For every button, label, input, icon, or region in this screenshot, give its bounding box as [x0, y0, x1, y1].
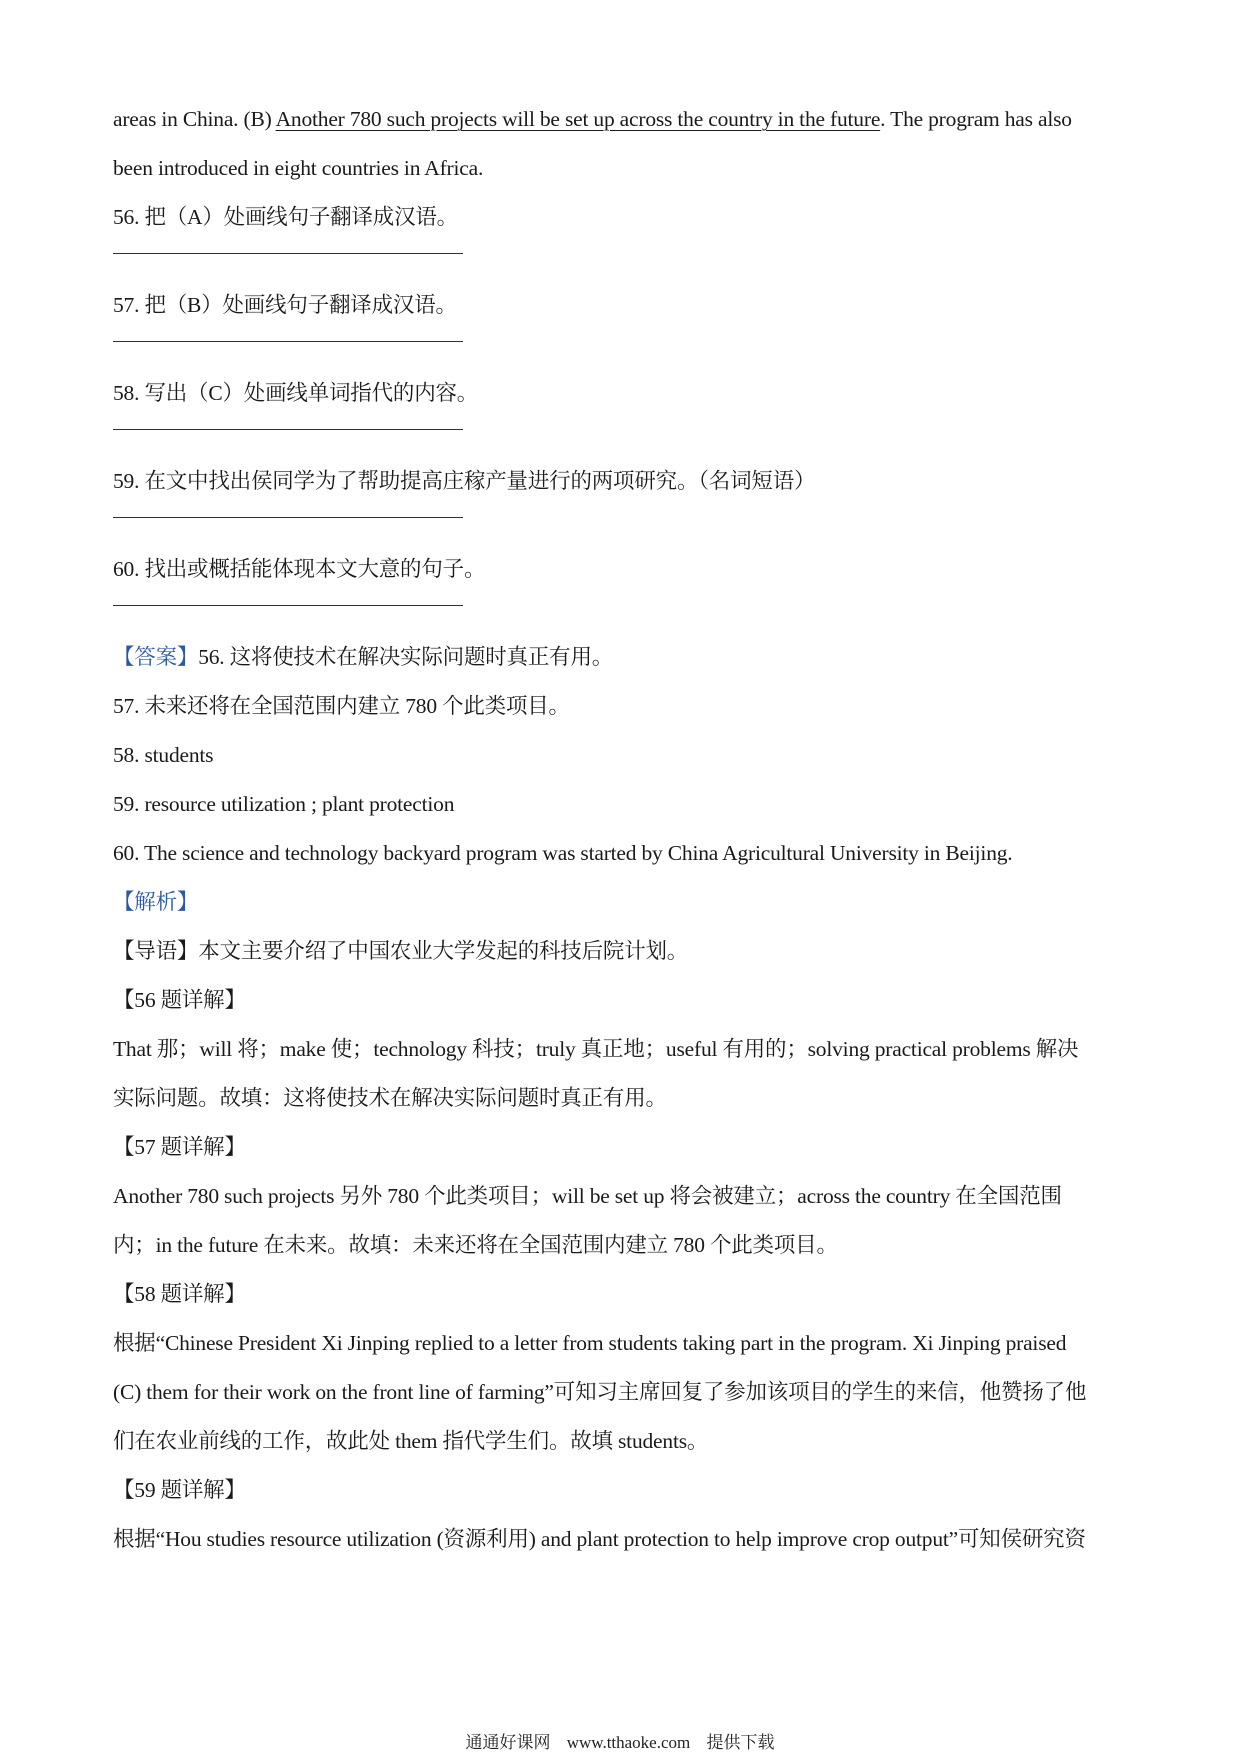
underlined-sentence-b: Another 780 such projects will be set up across the country in the future [275, 107, 881, 131]
question-57: 57. 把（B）处画线句子翻译成汉语。 [113, 293, 457, 317]
answer-line-56 [113, 636, 1133, 685]
question-59: 59. 在文中找出侯同学为了帮助提高庄稼产量进行的两项研究。（名词短语） [113, 469, 816, 493]
answer-60: 60. The science and technology backyard program was started by China Agricultural University in Beijing. [113, 841, 1013, 865]
detail-59-line-1: 根据“Hou studies resource utilization (资源利用) and plant protection to help improve crop output”可知侯研究资 [113, 1527, 1086, 1551]
detail-58-line-2: (C) them for their work on the front line of farming”可知习主席回复了参加该项目的学生的来信，他赞扬了他 [113, 1380, 1087, 1404]
detail-56-line-1: That 那；will 将；make 使；technology 科技；truly 真正地；useful 有用的；solving practical problems 解决 [113, 1037, 1079, 1061]
page-footer [0, 1728, 1240, 1753]
analysis-tag: 【解析】 [113, 890, 199, 914]
passage-text: areas in China. (B) [113, 107, 276, 131]
page-content [113, 98, 1133, 1567]
analysis-intro: 【导语】本文主要介绍了中国农业大学发起的科技后院计划。 [113, 939, 689, 963]
passage-line-1 [113, 98, 1133, 147]
detail-58-line-3: 们在农业前线的工作，故此处 them 指代学生们。故填 students。 [113, 1429, 709, 1453]
answer-59: 59. resource utilization ; plant protection [113, 792, 455, 816]
answer-blank-59[interactable] [113, 517, 463, 518]
detail-58-title: 【58 题详解】 [113, 1282, 246, 1306]
question-58: 58. 写出（C）处画线单词指代的内容。 [113, 381, 479, 405]
answer-57: 57. 未来还将在全国范围内建立 780 个此类项目。 [113, 694, 570, 718]
detail-59-title: 【59 题详解】 [113, 1478, 246, 1502]
answer-blank-60[interactable] [113, 605, 463, 606]
passage-line-2: been introduced in eight countries in Africa. [113, 156, 484, 180]
answer-blank-57[interactable] [113, 341, 463, 342]
footer-site-name: 通通好课网 [465, 1733, 551, 1752]
detail-56-title: 【56 题详解】 [113, 988, 246, 1012]
answer-56: 56. 这将使技术在解决实际问题时真正有用。 [198, 645, 614, 669]
detail-58-line-1: 根据“Chinese President Xi Jinping replied to a letter from students taking part in the program. Xi Jinping praised [113, 1331, 1067, 1355]
detail-57-line-2: 内；in the future 在未来。故填：未来还将在全国范围内建立 780 个此类项目。 [113, 1233, 838, 1257]
answer-tag: 【答案】 [113, 645, 199, 669]
answer-blank-56[interactable] [113, 253, 463, 254]
question-60: 60. 找出或概括能体现本文大意的句子。 [113, 557, 486, 581]
passage-text: . The program has also [880, 107, 1072, 131]
answer-blank-58[interactable] [113, 429, 463, 430]
detail-57-title: 【57 题详解】 [113, 1135, 246, 1159]
detail-57-line-1: Another 780 such projects 另外 780 个此类项目；will be set up 将会被建立；across the country 在全国范围 [113, 1184, 1062, 1208]
question-56: 56. 把（A）处画线句子翻译成汉语。 [113, 205, 458, 229]
footer-note: 提供下载 [706, 1733, 775, 1752]
detail-56-line-2: 实际问题。故填：这将使技术在解决实际问题时真正有用。 [113, 1086, 667, 1110]
footer-url[interactable]: www.tthaoke.com [566, 1733, 691, 1752]
answer-58: 58. students [113, 743, 214, 767]
